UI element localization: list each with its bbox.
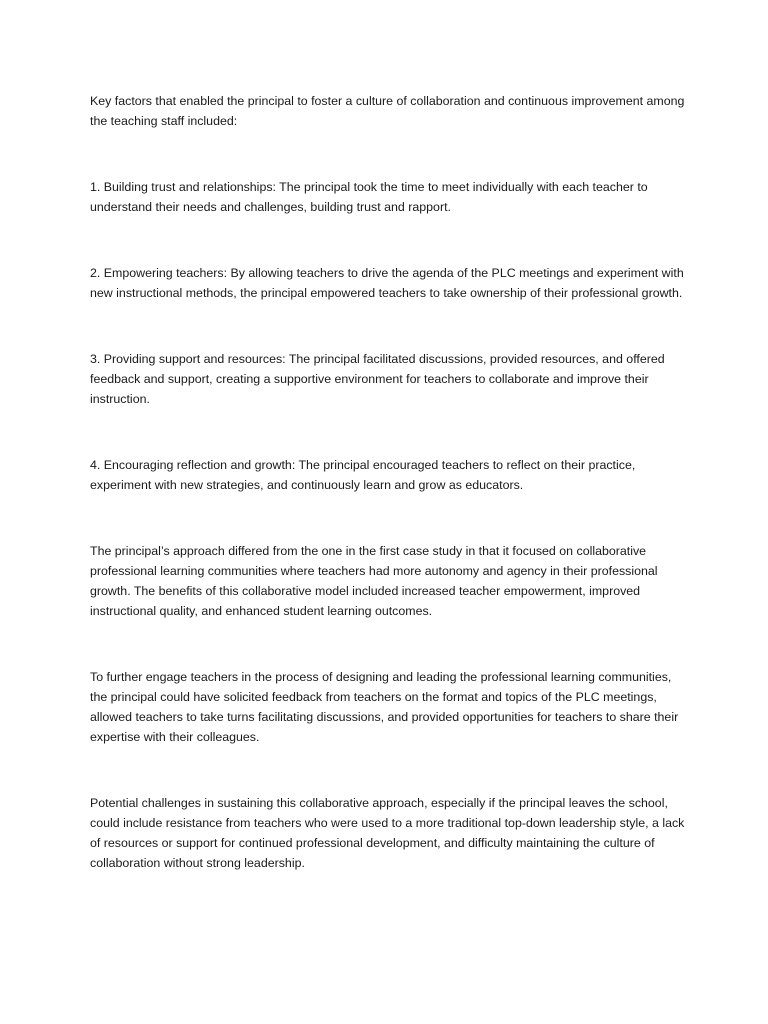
engagement-paragraph: To further engage teachers in the process of designing and leading the professional learning communities, the principal could have solicited feedback from teachers on the format and topics of the PLC meetings, allowed teachers to take turns facilitating discussions, and provided opportunities for teachers to share their expertise with their colleagues.	[90, 670, 679, 744]
list-item-4: 4. Encouraging reflection and growth: The principal encouraged teachers to reflect on their practice, experiment with new strategies, and continuously learn and grow as educators.	[90, 458, 636, 492]
approach-paragraph: The principal’s approach differed from the one in the first case study in that it focused on collaborative professional learning communities where teachers had more autonomy and agency in their professional growth. The benefits of this collaborative model included increased teacher empowerment, improved instructional quality, and enhanced student learning outcomes.	[90, 544, 658, 618]
challenges-paragraph: Potential challenges in sustaining this collaborative approach, especially if the principal leaves the school, could include resistance from teachers who were used to a more traditional top-down leadership style, a lack of resources or support for continued professional development, and difficulty maintaining the culture of collaboration without strong leadership.	[90, 796, 685, 870]
list-item-3: 3. Providing support and resources: The principal facilitated discussions, provided resources, and offered feedback and support, creating a supportive environment for teachers to collaborate and improve their instruction.	[90, 352, 665, 406]
list-item-1: 1. Building trust and relationships: The principal took the time to meet individually with each teacher to understand their needs and challenges, building trust and rapport.	[90, 180, 648, 214]
intro-paragraph: Key factors that enabled the principal to foster a culture of collaboration and continuous improvement among the teaching staff included:	[90, 94, 685, 128]
document-body	[90, 91, 688, 873]
list-item-2: 2. Empowering teachers: By allowing teachers to drive the agenda of the PLC meetings and experiment with new instructional methods, the principal empowered teachers to take ownership of their professional growth.	[90, 266, 684, 300]
